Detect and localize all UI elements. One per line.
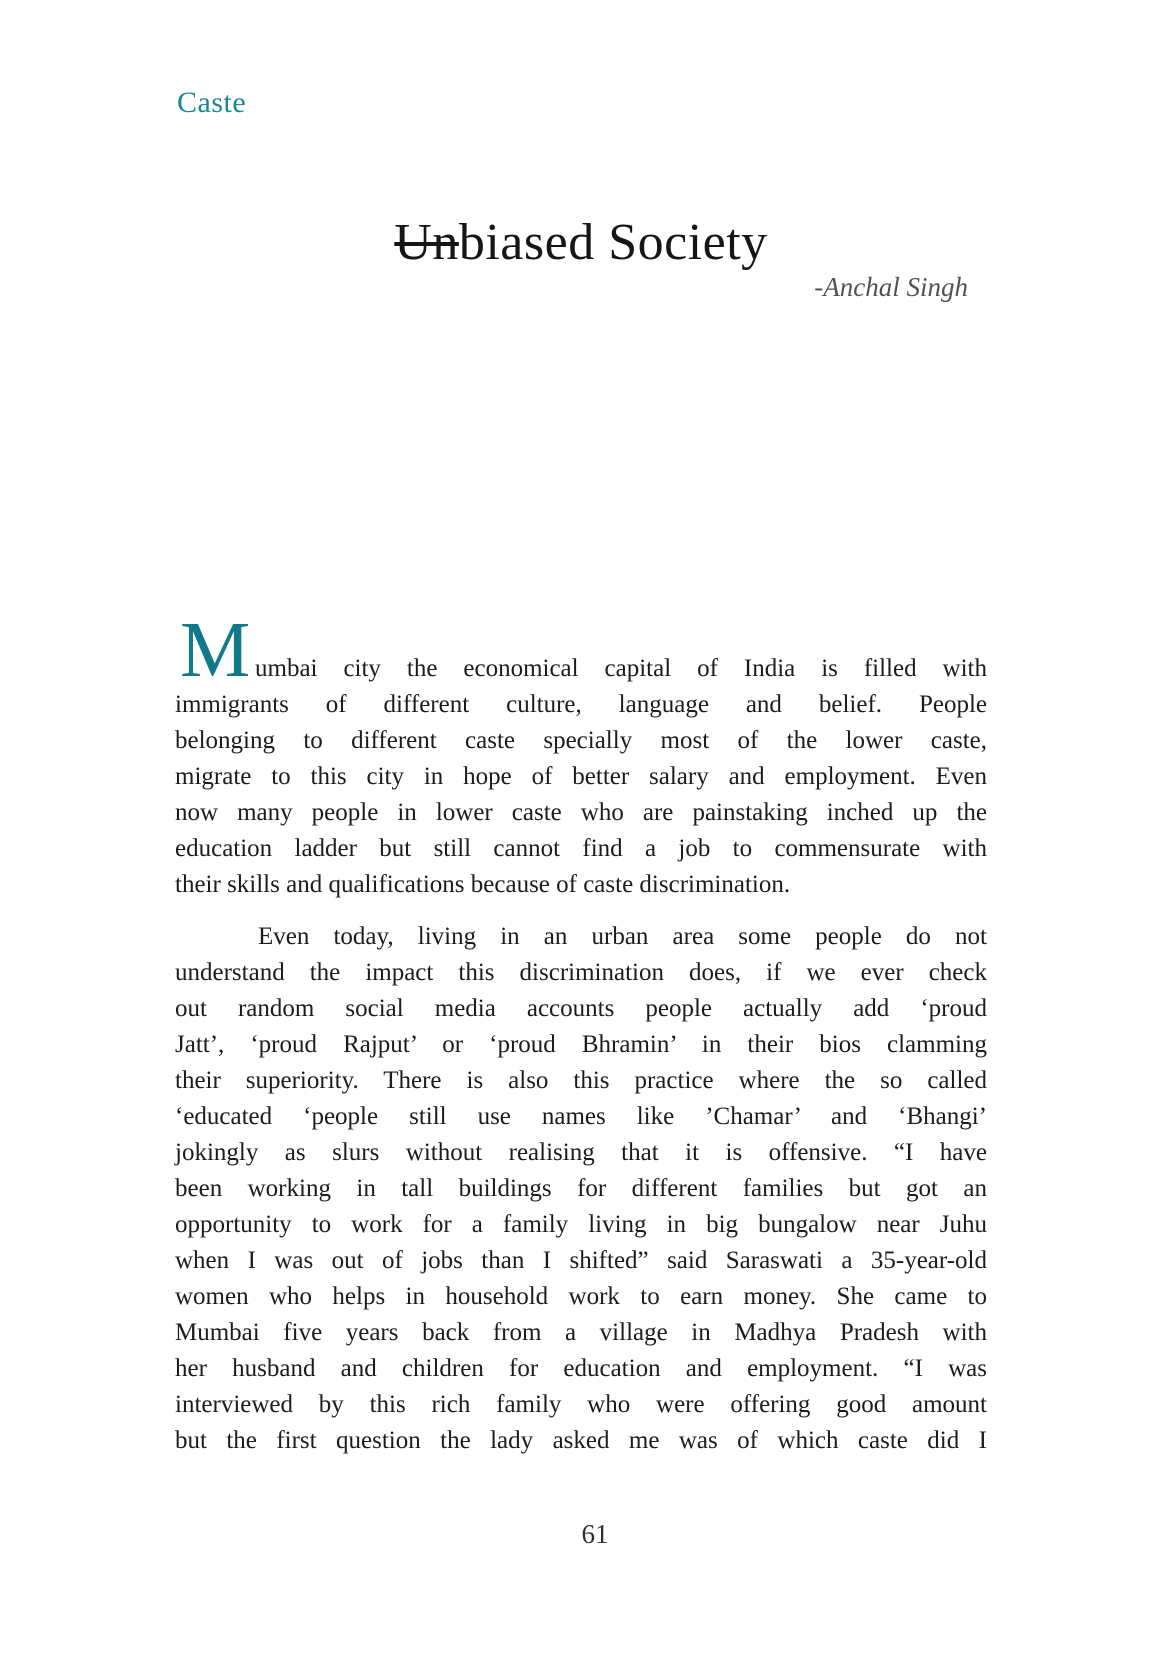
page-title — [175, 214, 987, 271]
text-line: been working in tall buildings for different families but got an — [175, 1175, 987, 1202]
text-line: migrate to this city in hope of better salary and employment. Even — [175, 763, 987, 790]
text-line: her husband and children for education and employment. “I was — [175, 1355, 987, 1382]
text-line: immigrants of different culture, language and belief. People — [175, 691, 987, 718]
text-line: umbai city the economical capital of India is filled with — [255, 655, 987, 682]
section-label: Caste — [177, 86, 247, 119]
paragraph — [175, 919, 987, 1459]
text-line: opportunity to work for a family living in big bungalow near Juhu — [175, 1211, 987, 1238]
text-line: now many people in lower caste who are painstaking inched up the — [175, 799, 987, 826]
title-struck-part: Un — [394, 214, 459, 271]
body-text — [175, 651, 987, 1459]
paragraph — [175, 651, 987, 903]
text-line: belonging to different caste specially most of the lower caste, — [175, 727, 987, 754]
drop-cap: M — [180, 607, 251, 694]
text-line: when I was out of jobs than I shifted” said Saraswati a 35-year-old — [175, 1247, 987, 1274]
text-line: Mumbai five years back from a village in Madhya Pradesh with — [175, 1319, 987, 1346]
text-line: out random social media accounts people actually add ‘proud — [175, 995, 987, 1022]
text-line: Jatt’, ‘proud Rajput’ or ‘proud Bhramin’ in their bios clamming — [175, 1031, 987, 1058]
text-line: Even today, living in an urban area some people do not — [258, 923, 987, 950]
text-line: their skills and qualifications because of caste discrimination. — [175, 871, 791, 898]
text-line: interviewed by this rich family who were offering good amount — [175, 1391, 987, 1418]
text-line: but the first question the lady asked me was of which caste did I — [175, 1427, 987, 1454]
title-rest-part: biased Society — [458, 214, 768, 271]
text-line: understand the impact this discrimination does, if we ever check — [175, 959, 987, 986]
text-line: women who helps in household work to earn money. She came to — [175, 1283, 987, 1310]
author-byline: -Anchal Singh — [814, 272, 968, 302]
page-number: 61 — [581, 1519, 609, 1549]
text-line: jokingly as slurs without realising that it is offensive. “I have — [175, 1139, 987, 1166]
text-line: ‘educated ‘people still use names like ’Chamar’ and ‘Bhangi’ — [175, 1103, 987, 1130]
text-line: their superiority. There is also this practice where the so called — [175, 1067, 987, 1094]
text-line: education ladder but still cannot find a job to commensurate with — [175, 835, 987, 862]
